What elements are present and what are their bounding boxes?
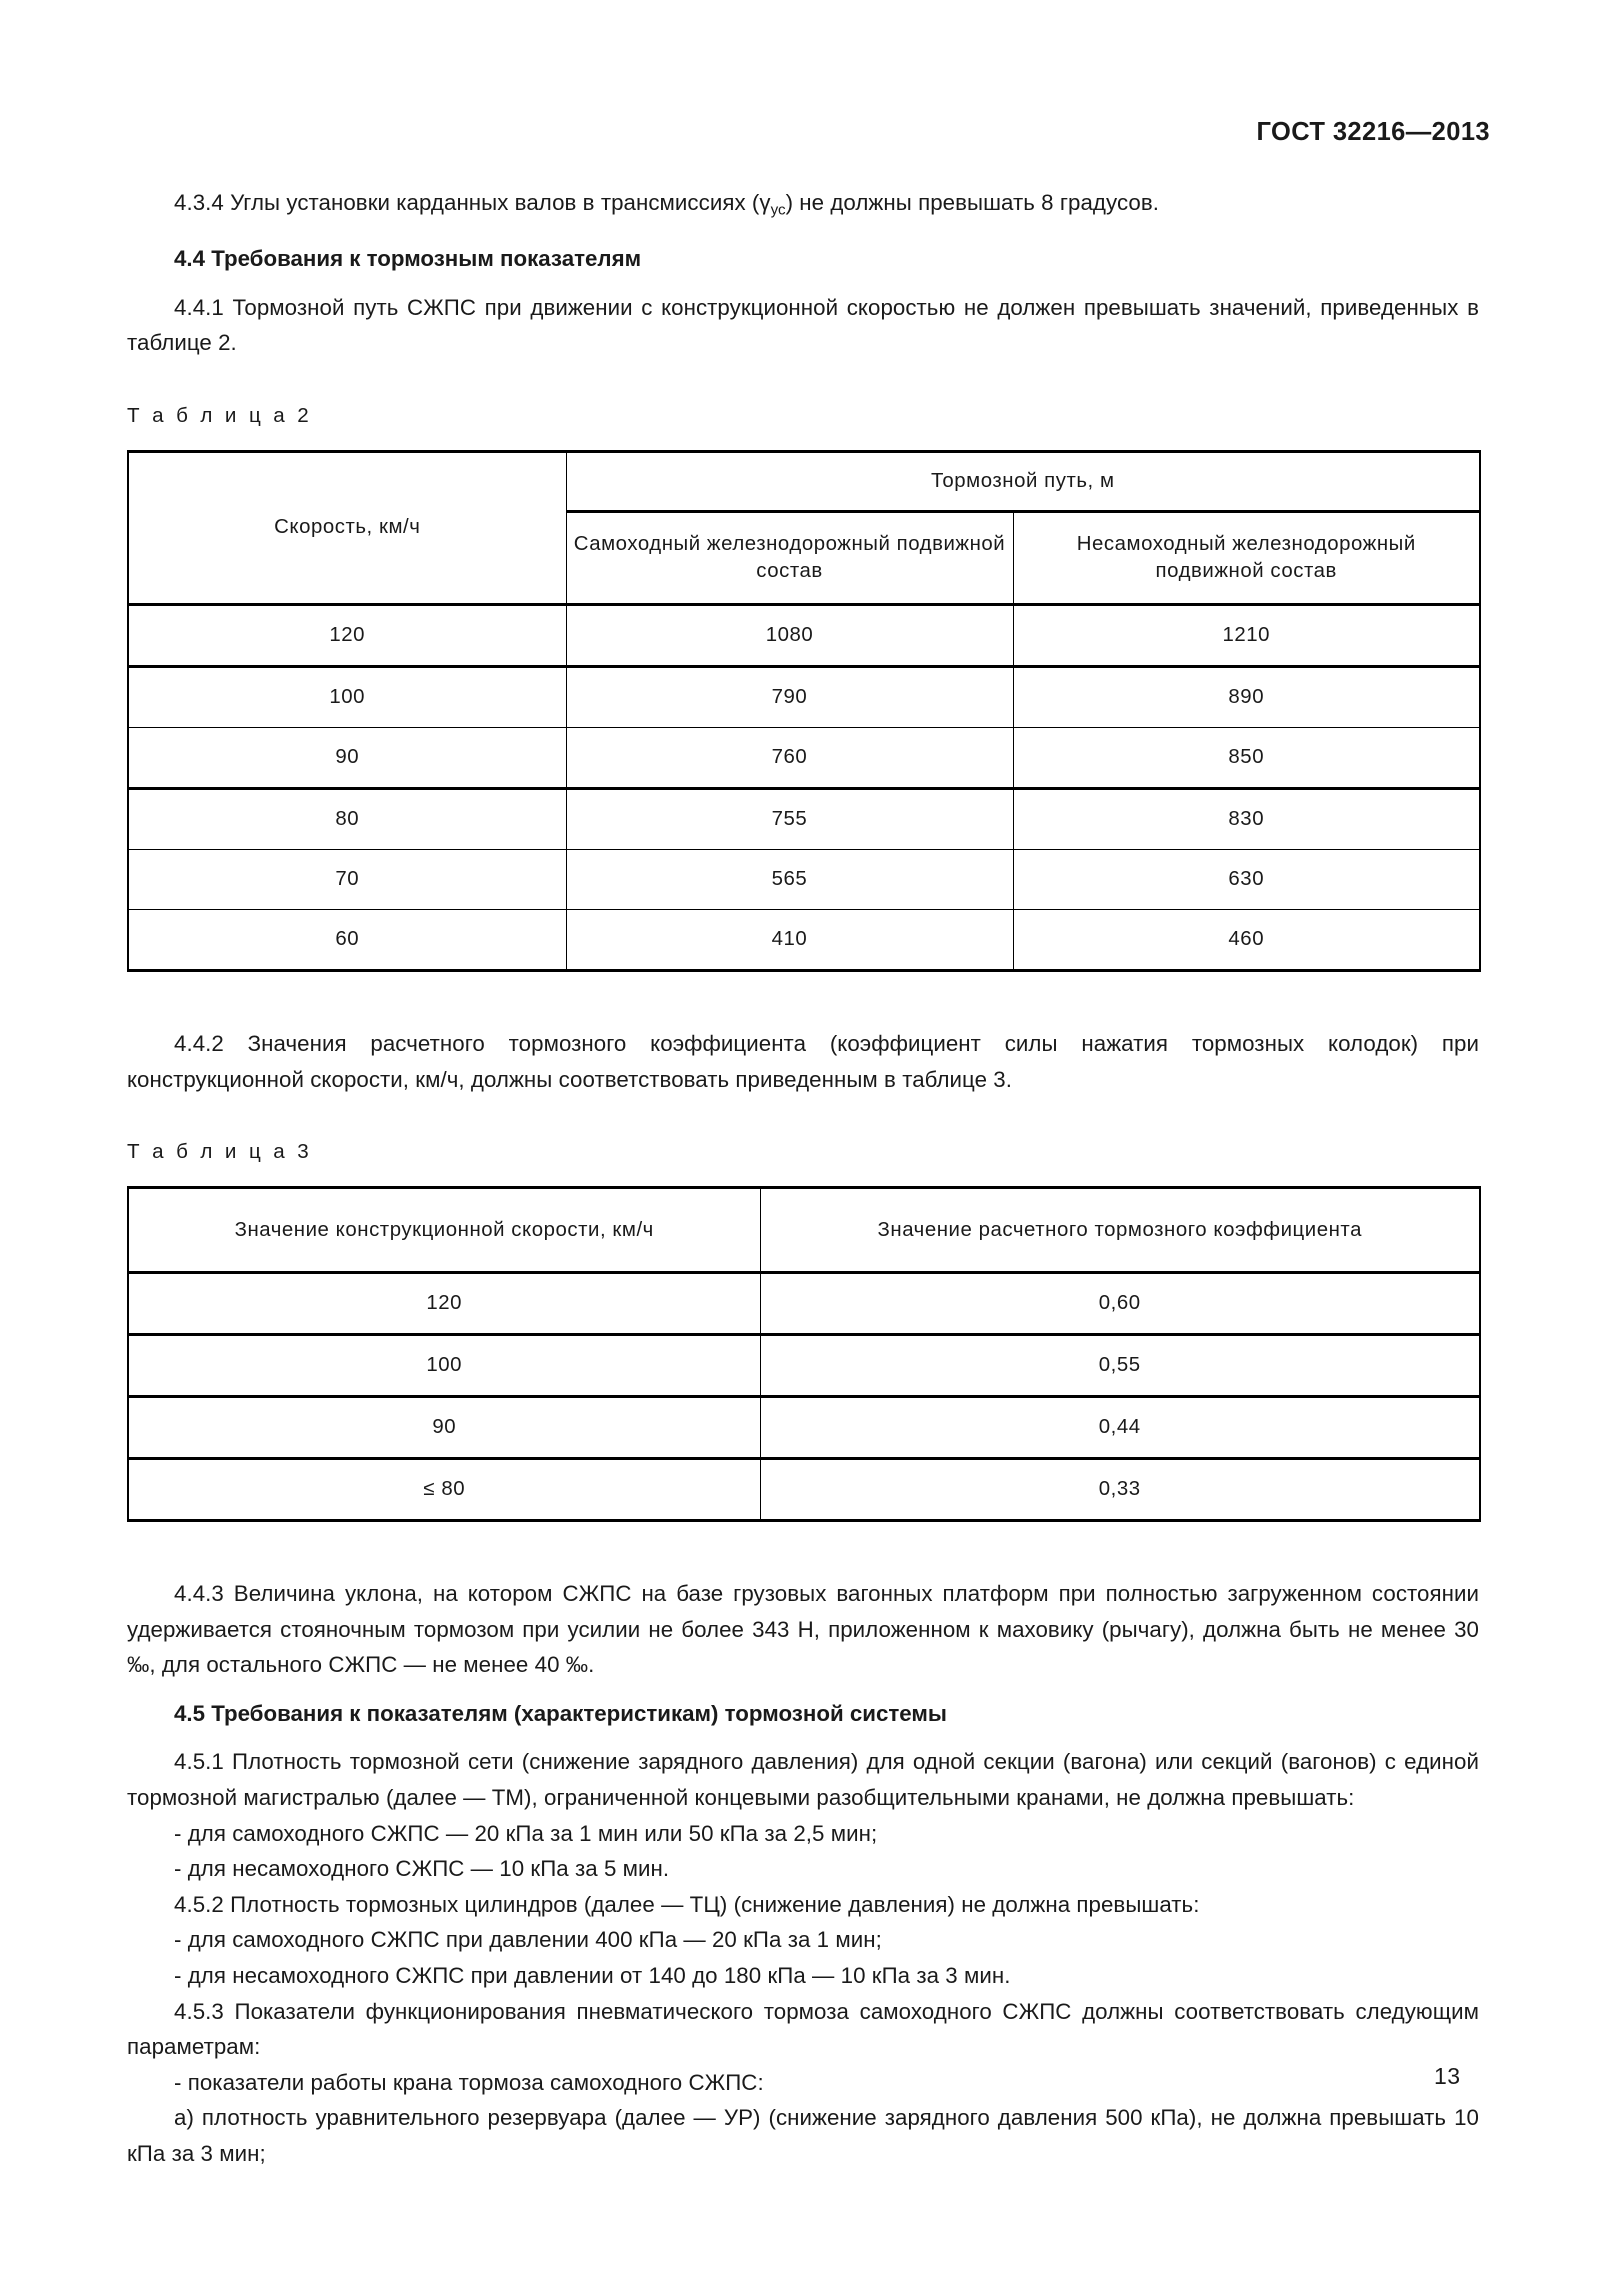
table-row <box>128 1397 1480 1459</box>
table-2-header-non-self-propelled: Несамоходный железнодорожный подвижной состав <box>1013 511 1480 604</box>
table-row <box>128 909 1480 970</box>
table-2-cell-self-propelled: 565 <box>566 849 1013 909</box>
table-2-cell-non-self-propelled: 630 <box>1013 849 1480 909</box>
paragraph-4-4-3: 4.4.3 Величина уклона, на котором СЖПС на базе грузовых вагонных платформ при полностью загруженном состоянии удерживается стояночным тормозом при усилии не более 343 Н, приложенном к маховику (рычагу), должна быть не менее 30 ‰, для остального СЖПС — не менее 40 ‰. <box>127 1581 1479 1678</box>
table-2-header-row-1 <box>128 451 1480 511</box>
list-item-4-5-3-b: а) плотность уравнительного резервуара (далее — УР) (снижение зарядного давления 500 кПа), не должна превышать 10 кПа за 3 мин; <box>127 2105 1479 2167</box>
table-3-cell-coefficient: 0,55 <box>760 1335 1480 1397</box>
paragraph-4-5-3: 4.5.3 Показатели функционирования пневматического тормоза самоходного СЖПС должны соответствовать следующим параметрам: <box>127 1998 1479 2060</box>
paragraph-4-4-1: 4.4.1 Тормозной путь СЖПС при движении с конструкционной скоростью не должен превышать значений, приведенных в таблице 2. <box>127 294 1479 356</box>
table-row <box>128 1335 1480 1397</box>
paragraph-4-4-2: 4.4.2 Значения расчетного тормозного коэффициента (коэффициент силы нажатия тормозных колодок) при конструкционной скорости, км/ч, должны соответствовать приведенным в таблице 3. <box>127 1030 1479 1092</box>
list-item-4-5-1-b: - для несамоходного СЖПС — 10 кПа за 5 мин. <box>174 1856 670 1882</box>
table-2-cell-non-self-propelled: 850 <box>1013 727 1480 788</box>
table-2-header-speed: Скорость, км/ч <box>128 451 566 604</box>
paragraph-4-3-4 <box>127 185 1479 228</box>
table-2-caption: Т а б л и ц а 2 <box>127 403 313 427</box>
table-row <box>128 788 1480 849</box>
list-item-4-5-2-b: - для несамоходного СЖПС при давлении от 140 до 180 кПа — 10 кПа за 3 мин. <box>174 1963 1011 1989</box>
heading-4-5: 4.5 Требования к показателям (характеристикам) тормозной системы <box>174 1700 947 1726</box>
table-3-header-coefficient: Значение расчетного тормозного коэффициента <box>760 1188 1480 1273</box>
table-row <box>128 1273 1480 1335</box>
table-row <box>128 727 1480 788</box>
table-2-header-group: Тормозной путь, м <box>566 451 1480 511</box>
table-2-cell-self-propelled: 410 <box>566 909 1013 970</box>
table-2-body <box>128 604 1480 970</box>
table-row <box>128 849 1480 909</box>
table-3-cell-speed: 120 <box>128 1273 760 1335</box>
table-2 <box>127 450 1481 972</box>
table-3-header-row <box>128 1188 1480 1273</box>
table-3 <box>127 1186 1481 1522</box>
heading-4-4: 4.4 Требования к тормозным показателям <box>174 246 642 272</box>
table-2-cell-non-self-propelled: 890 <box>1013 666 1480 727</box>
table-2-cell-self-propelled: 790 <box>566 666 1013 727</box>
paragraph-4-3-4-subscript: ус <box>770 201 786 219</box>
table-3-head <box>128 1188 1480 1273</box>
table-2-cell-speed: 70 <box>128 849 566 909</box>
table-2-cell-self-propelled: 1080 <box>566 604 1013 666</box>
table-3-cell-speed: ≤ 80 <box>128 1459 760 1521</box>
table-2-head <box>128 451 1480 604</box>
document-body <box>127 185 1479 2172</box>
table-2-cell-speed: 90 <box>128 727 566 788</box>
table-2-cell-speed: 100 <box>128 666 566 727</box>
table-3-header-speed: Значение конструкционной скорости, км/ч <box>128 1188 760 1273</box>
list-item-4-5-2-a: - для самоходного СЖПС при давлении 400 кПа — 20 кПа за 1 мин; <box>174 1927 882 1953</box>
table-3-cell-coefficient: 0,44 <box>760 1397 1480 1459</box>
table-2-cell-self-propelled: 755 <box>566 788 1013 849</box>
table-3-caption: Т а б л и ц а 3 <box>127 1140 313 1164</box>
list-item-4-5-1-a: - для самоходного СЖПС — 20 кПа за 1 мин или 50 кПа за 2,5 мин; <box>174 1820 878 1846</box>
paragraph-4-5-1: 4.5.1 Плотность тормозной сети (снижение зарядного давления) для одной секции (вагона) или секций (вагонов) с единой тормозной магистралью (далее — ТМ), ограниченной концевыми разобщительными кранами, не должна превышать: <box>127 1749 1479 1811</box>
table-row <box>128 666 1480 727</box>
paragraph-4-3-4-text-before: 4.3.4 Углы установки карданных валов в трансмиссиях (γ <box>174 190 771 215</box>
table-2-cell-non-self-propelled: 1210 <box>1013 604 1480 666</box>
table-row <box>128 1459 1480 1521</box>
table-3-body <box>128 1273 1480 1521</box>
table-row <box>128 604 1480 666</box>
table-2-cell-speed: 120 <box>128 604 566 666</box>
table-2-cell-speed: 80 <box>128 788 566 849</box>
paragraph-4-3-4-text-after: ) не должны превышать 8 градусов. <box>785 190 1159 215</box>
paragraph-4-5-2: 4.5.2 Плотность тормозных цилиндров (далее — ТЦ) (снижение давления) не должна превышать: <box>174 1891 1200 1917</box>
table-2-cell-self-propelled: 760 <box>566 727 1013 788</box>
page-number: 13 <box>1434 2063 1461 2089</box>
table-3-cell-coefficient: 0,33 <box>760 1459 1480 1521</box>
table-2-cell-speed: 60 <box>128 909 566 970</box>
list-item-4-5-3-a: - показатели работы крана тормоза самоходного СЖПС: <box>174 2069 764 2095</box>
table-3-cell-speed: 100 <box>128 1335 760 1397</box>
page-header-standard-number: ГОСТ 32216—2013 <box>1256 118 1490 146</box>
table-2-cell-non-self-propelled: 460 <box>1013 909 1480 970</box>
table-2-header-self-propelled: Самоходный железнодорожный подвижной состав <box>566 511 1013 604</box>
table-2-cell-non-self-propelled: 830 <box>1013 788 1480 849</box>
table-3-cell-speed: 90 <box>128 1397 760 1459</box>
table-3-cell-coefficient: 0,60 <box>760 1273 1480 1335</box>
